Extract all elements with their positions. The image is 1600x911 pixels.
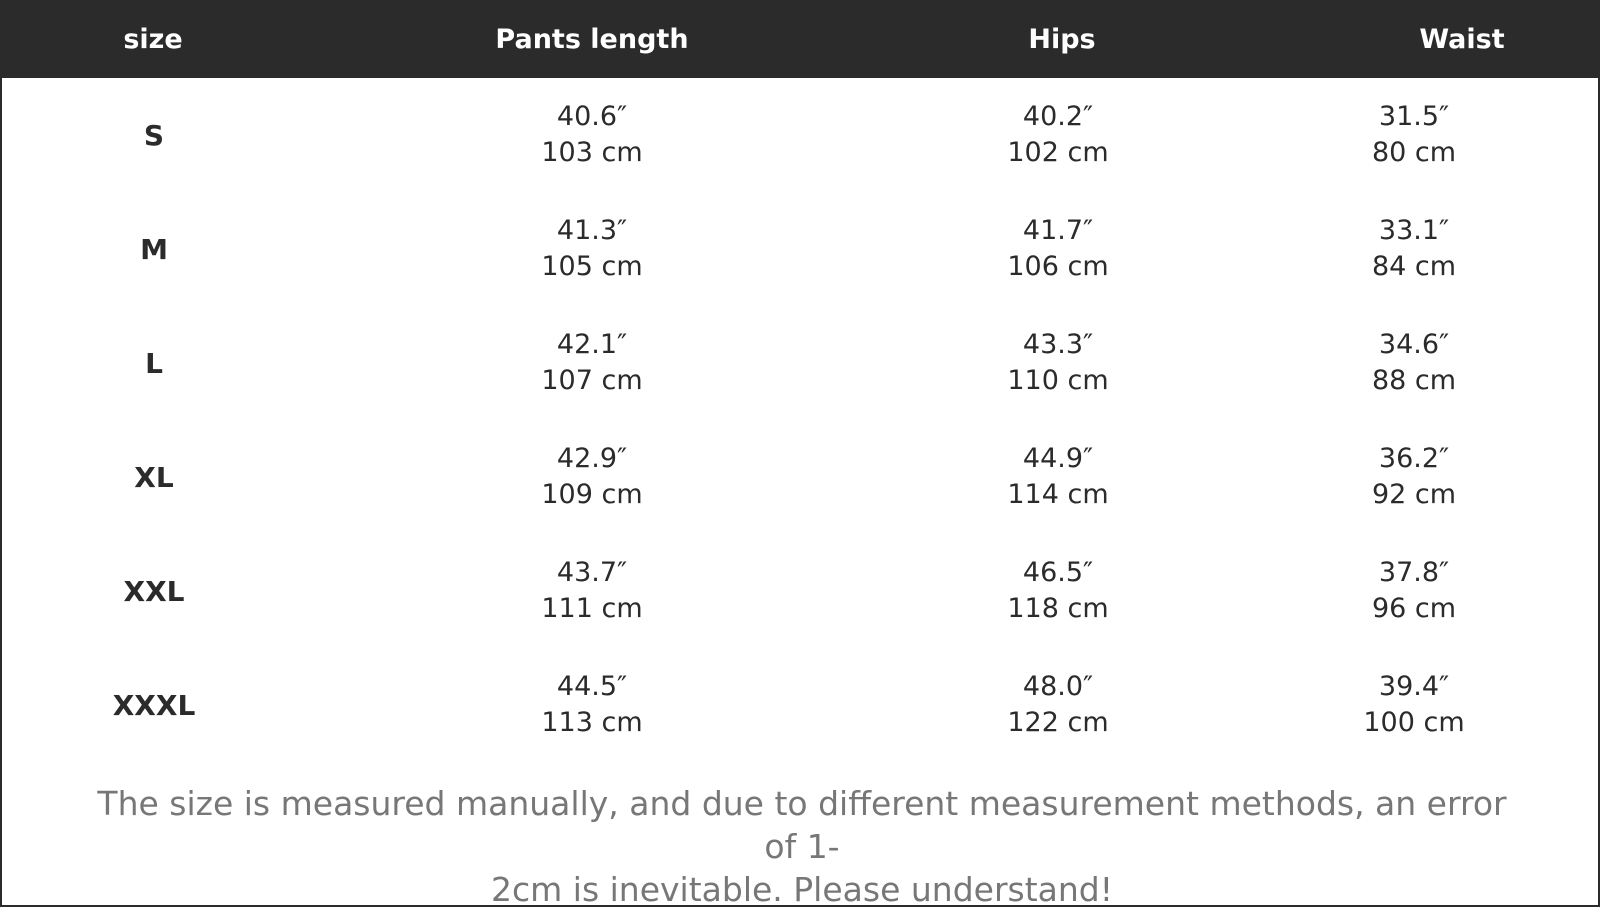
size-label: XL — [134, 460, 174, 494]
size-label: L — [145, 346, 163, 380]
pants-length-cm: 113 cm — [541, 707, 643, 738]
waist-cm: 100 cm — [1363, 707, 1465, 738]
pants-length-cell — [432, 78, 752, 192]
header-pants-length: Pants length — [495, 24, 689, 55]
table-row — [2, 306, 1598, 420]
hips-inch: 44.9″ — [1022, 443, 1094, 474]
pants-length-cell — [432, 534, 752, 648]
pants-length-inch: 42.9″ — [556, 443, 628, 474]
table-row — [2, 78, 1598, 192]
waist-inch: 31.5″ — [1378, 101, 1450, 132]
hips-cell — [898, 306, 1218, 420]
table-row — [2, 648, 1598, 762]
hips-cell — [898, 534, 1218, 648]
waist-cm: 80 cm — [1371, 137, 1457, 168]
hips-inch: 41.7″ — [1022, 215, 1094, 246]
size-label: S — [143, 118, 165, 152]
waist-cm: 92 cm — [1371, 479, 1457, 510]
table-row — [2, 420, 1598, 534]
hips-inch: 40.2″ — [1022, 101, 1094, 132]
waist-inch: 33.1″ — [1378, 215, 1450, 246]
pants-length-inch: 40.6″ — [556, 101, 628, 132]
hips-cm: 110 cm — [1007, 365, 1109, 396]
waist-inch: 34.6″ — [1378, 329, 1450, 360]
waist-inch: 37.8″ — [1378, 557, 1450, 588]
pants-length-cell — [432, 648, 752, 762]
hips-cell — [898, 78, 1218, 192]
measurement-note — [92, 782, 1512, 911]
waist-cell — [1264, 78, 1564, 192]
pants-length-inch: 41.3″ — [556, 215, 628, 246]
table-row — [2, 534, 1598, 648]
pants-length-inch: 43.7″ — [556, 557, 628, 588]
pants-length-cm: 109 cm — [541, 479, 643, 510]
header-hips: Hips — [1028, 24, 1096, 55]
waist-cell — [1264, 306, 1564, 420]
waist-inch: 36.2″ — [1378, 443, 1450, 474]
pants-length-cm: 105 cm — [541, 251, 643, 282]
header-size: size — [123, 24, 183, 55]
pants-length-cell — [432, 306, 752, 420]
waist-cm: 84 cm — [1371, 251, 1457, 282]
hips-inch: 46.5″ — [1022, 557, 1094, 588]
waist-cm: 96 cm — [1371, 593, 1457, 624]
table-row — [2, 192, 1598, 306]
hips-inch: 48.0″ — [1022, 671, 1094, 702]
pants-length-cell — [432, 420, 752, 534]
pants-length-cell — [432, 192, 752, 306]
hips-inch: 43.3″ — [1022, 329, 1094, 360]
hips-cell — [898, 648, 1218, 762]
pants-length-cm: 111 cm — [541, 593, 643, 624]
hips-cell — [898, 192, 1218, 306]
hips-cm: 106 cm — [1007, 251, 1109, 282]
waist-cell — [1264, 420, 1564, 534]
hips-cm: 114 cm — [1007, 479, 1109, 510]
size-label: XXL — [123, 574, 185, 608]
size-label: XXXL — [112, 688, 196, 722]
hips-cm: 122 cm — [1007, 707, 1109, 738]
waist-cell — [1264, 648, 1564, 762]
pants-length-cm: 107 cm — [541, 365, 643, 396]
pants-length-cm: 103 cm — [541, 137, 643, 168]
note-line-2: 2cm is inevitable. Please understand! — [491, 870, 1113, 909]
waist-cell — [1264, 192, 1564, 306]
pants-length-inch: 44.5″ — [556, 671, 628, 702]
hips-cell — [898, 420, 1218, 534]
waist-cm: 88 cm — [1371, 365, 1457, 396]
header-waist: Waist — [1419, 24, 1505, 55]
note-line-1: The size is measured manually, and due to different measurement methods, an error of 1- — [97, 784, 1507, 866]
hips-cm: 118 cm — [1007, 593, 1109, 624]
waist-inch: 39.4″ — [1378, 671, 1450, 702]
hips-cm: 102 cm — [1007, 137, 1109, 168]
size-label: M — [140, 232, 168, 266]
pants-length-inch: 42.1″ — [556, 329, 628, 360]
table-header — [2, 2, 1598, 78]
waist-cell — [1264, 534, 1564, 648]
